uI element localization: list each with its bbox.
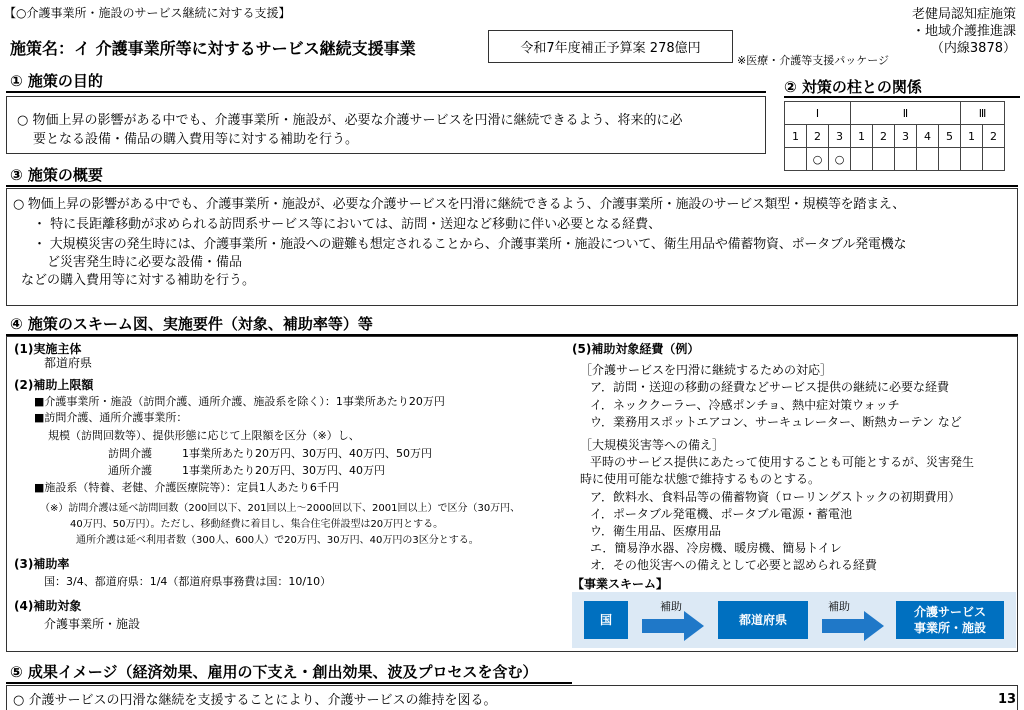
pillar-mark: [873, 148, 895, 171]
section5-box: [6, 685, 1018, 710]
section3-line-5: などの購入費用等に対する補助を行う。: [21, 273, 256, 288]
flow-arrow1-label: 補助: [660, 600, 682, 613]
pillar-group-row: [785, 102, 1005, 125]
group2-intro-1: 平時のサービス提供にあたって使用することも可能とするが、災害発生: [590, 455, 975, 469]
section4-title: ④ 施策のスキーム図、実施要件（対象、補助率等）等: [10, 315, 373, 333]
section1-underline: [6, 91, 766, 93]
group2-item-e: オ．その他災害への備えとして必要と認められる経費: [590, 558, 877, 572]
subsidy-limit-line-1: ■介護事業所・施設（訪問介護、通所介護、施設系を除く）：1事業所あたり20万円: [34, 395, 445, 408]
pillar-mark: [939, 148, 961, 171]
flow-target-line-2: 事業所・施設: [913, 621, 986, 635]
section2-underline: [784, 96, 1020, 98]
flow-target-line-1: 介護サービス: [913, 605, 986, 619]
pillar-num: 1: [785, 125, 807, 148]
section5-body: ○ 介護サービスの円滑な継続を支援することにより、介護サービスの維持を図る。: [13, 693, 497, 708]
pillar-group-1: Ⅰ: [785, 102, 851, 125]
pillar-num: 1: [851, 125, 873, 148]
pillar-mark: [983, 148, 1005, 171]
group2-title: ［大規模災害等への備え］: [580, 438, 725, 452]
section1-line-1: ○ 物価上昇の影響がある中でも、介護事業所・施設が、必要な介護サービスを円滑に継続できるよう、将来的に必: [17, 113, 683, 128]
group2-item-a: ア．飲料水、食料品等の備蓄物資（ローリングストックの初期費用）: [590, 490, 961, 504]
subsidy-target-body: 介護事業所・施設: [44, 617, 141, 631]
pillar-num: 3: [829, 125, 851, 148]
section5-title: ⑤ 成果イメージ（経済効果、雇用の下支え・創出効果、波及プロセスを含む）: [10, 663, 538, 681]
subsidy-limit-line-2: ■訪問介護、通所介護事業所：: [34, 411, 188, 424]
pillar-mark-row: [785, 148, 1005, 171]
pillar-mark: [917, 148, 939, 171]
section5-underline: [6, 682, 572, 684]
department-info: [912, 6, 1016, 57]
flow-prefecture-label: 都道府県: [738, 613, 787, 627]
dept-line-3: （内線3878）: [930, 41, 1016, 56]
group2-item-c: ウ．衛生用品、医療用品: [590, 524, 722, 538]
pillar-num: 3: [895, 125, 917, 148]
pillar-num: 2: [873, 125, 895, 148]
pillar-number-row: [785, 125, 1005, 148]
package-note: ※医療・介護等支援パッケージ: [737, 54, 889, 67]
flow-national-label: 国: [599, 613, 612, 627]
subsidy-rate-heading: (3)補助率: [14, 557, 70, 571]
pillar-group-2: Ⅱ: [851, 102, 961, 125]
dept-line-2: ・地域介護推進課: [911, 24, 1016, 39]
group1-item-b: イ．ネッククーラー、冷感ポンチョ、熱中症対策ウォッチ: [590, 398, 900, 412]
implementer-heading: (1)実施主体: [14, 342, 82, 356]
section1-line-2: 要となる設備・備品の購入費用等に対する補助を行う。: [33, 132, 359, 147]
subsidy-limit-heading: (2)補助上限額: [14, 378, 94, 392]
note-line-2: 40万円、50万円）。ただし、移動経費に着目し、集合住宅併設型は20万円とする。: [70, 519, 444, 530]
note-line-3: 通所介護は延べ利用者数（300人、600人）で20万円、30万円、40万円の3区分とする。: [76, 535, 479, 546]
group2-intro-2: 時に使用可能な状態で維持するものとする。: [580, 472, 821, 486]
flow-prefecture: [718, 601, 808, 639]
group2-item-d: エ．簡易浄水器、冷房機、暖房機、簡易トイレ: [590, 541, 842, 555]
measure-name: 施策名：イ 介護事業所等に対するサービス継続支援事業: [10, 39, 416, 58]
pillar-num: 2: [983, 125, 1005, 148]
pillar-mark: [961, 148, 983, 171]
subsidy-limit-line-3: 規模（訪問回数等）、提供形態に応じて上限額を区分（※）し、: [48, 429, 360, 442]
section3-underline: [6, 185, 1018, 187]
eligible-costs-heading: (5)補助対象経費（例）: [572, 342, 700, 356]
section3-line-4: ど災害発生時に必要な設備・備品: [47, 255, 243, 270]
section3-line-3: ・ 大規模災害の発生時には、介護事業所・施設への避難も想定されることから、介護事業所・施設について、衛生用品や備蓄物資、ポータブル発電機な: [33, 237, 907, 252]
pillar-group-3: Ⅲ: [961, 102, 1005, 125]
group2-item-b: イ．ポータブル発電機、ポータブル電源・蓄電池: [590, 507, 852, 521]
visit-care-amounts: 1事業所あたり20万円、30万円、40万円、50万円: [182, 447, 432, 460]
flow-arrow-1-icon: [642, 611, 706, 641]
section3-title: ③ 施策の概要: [10, 166, 103, 184]
flow-arrow-2-icon: [822, 611, 886, 641]
pillar-mark: ○: [807, 148, 829, 171]
section3-line-2: ・ 特に長距離移動が求められる訪問系サービス等においては、訪問・送迎など移動に伴い必要となる経費、: [33, 217, 662, 232]
section1-title: ① 施策の目的: [10, 72, 103, 90]
section3-box: [6, 188, 1018, 306]
flow-target: [896, 601, 1004, 639]
section3-line-1: ○ 物価上昇の影響がある中でも、介護事業所・施設が、必要な介護サービスを円滑に継続できるよう、介護事業所・施設のサービス類型・規模等を踏まえ、: [13, 197, 905, 212]
scheme-heading: 【事業スキーム】: [572, 577, 669, 591]
page-number: 13: [998, 692, 1017, 707]
pillar-num: 1: [961, 125, 983, 148]
subsidy-rate-body: 国：3/4、都道府県：1/4（都道府県事務費は国：10/10）: [44, 575, 332, 588]
flow-national: [584, 601, 628, 639]
scheme-diagram: [572, 592, 1016, 648]
section1-box: [6, 96, 766, 154]
budget-box: [488, 30, 733, 63]
budget-text: 令和7年度補正予算案 278億円: [520, 41, 701, 56]
implementer-body: 都道府県: [44, 356, 93, 370]
dept-line-1: 老健局認知症施策: [911, 7, 1016, 22]
day-care-amounts: 1事業所あたり20万円、30万円、40万円: [182, 464, 385, 477]
subsidy-limit-line-6: ■施設系（特養、老健、介護医療院等）：定員1人あたり6千円: [34, 481, 339, 494]
day-care-label: 通所介護: [108, 464, 152, 477]
pillar-num: 2: [807, 125, 829, 148]
group1-item-c: ウ．業務用スポットエアコン、サーキュレーター、断熱カーテン など: [590, 415, 962, 429]
visit-care-label: 訪問介護: [108, 447, 152, 460]
pillar-mark: [785, 148, 807, 171]
pillar-mark: [895, 148, 917, 171]
pillar-table: [784, 101, 1005, 171]
category-label: 【○介護事業所・施設のサービス継続に対する支援】: [4, 6, 291, 20]
pillar-mark: ○: [829, 148, 851, 171]
group1-title: ［介護サービスを円滑に継続するための対応］: [580, 363, 833, 377]
subsidy-target-heading: (4)補助対象: [14, 599, 82, 613]
pillar-num: 5: [939, 125, 961, 148]
section2-title: ② 対策の柱との関係: [784, 78, 922, 96]
pillar-num: 4: [917, 125, 939, 148]
note-line-1: （※）訪問介護は延べ訪問回数（200回以下、201回以上～2000回以下、2001回以上）で区分（30万円、: [40, 503, 521, 514]
pillar-mark: [851, 148, 873, 171]
flow-arrow2-label: 補助: [828, 600, 850, 613]
group1-item-a: ア．訪問・送迎の移動の経費などサービス提供の継続に必要な経費: [590, 380, 950, 394]
